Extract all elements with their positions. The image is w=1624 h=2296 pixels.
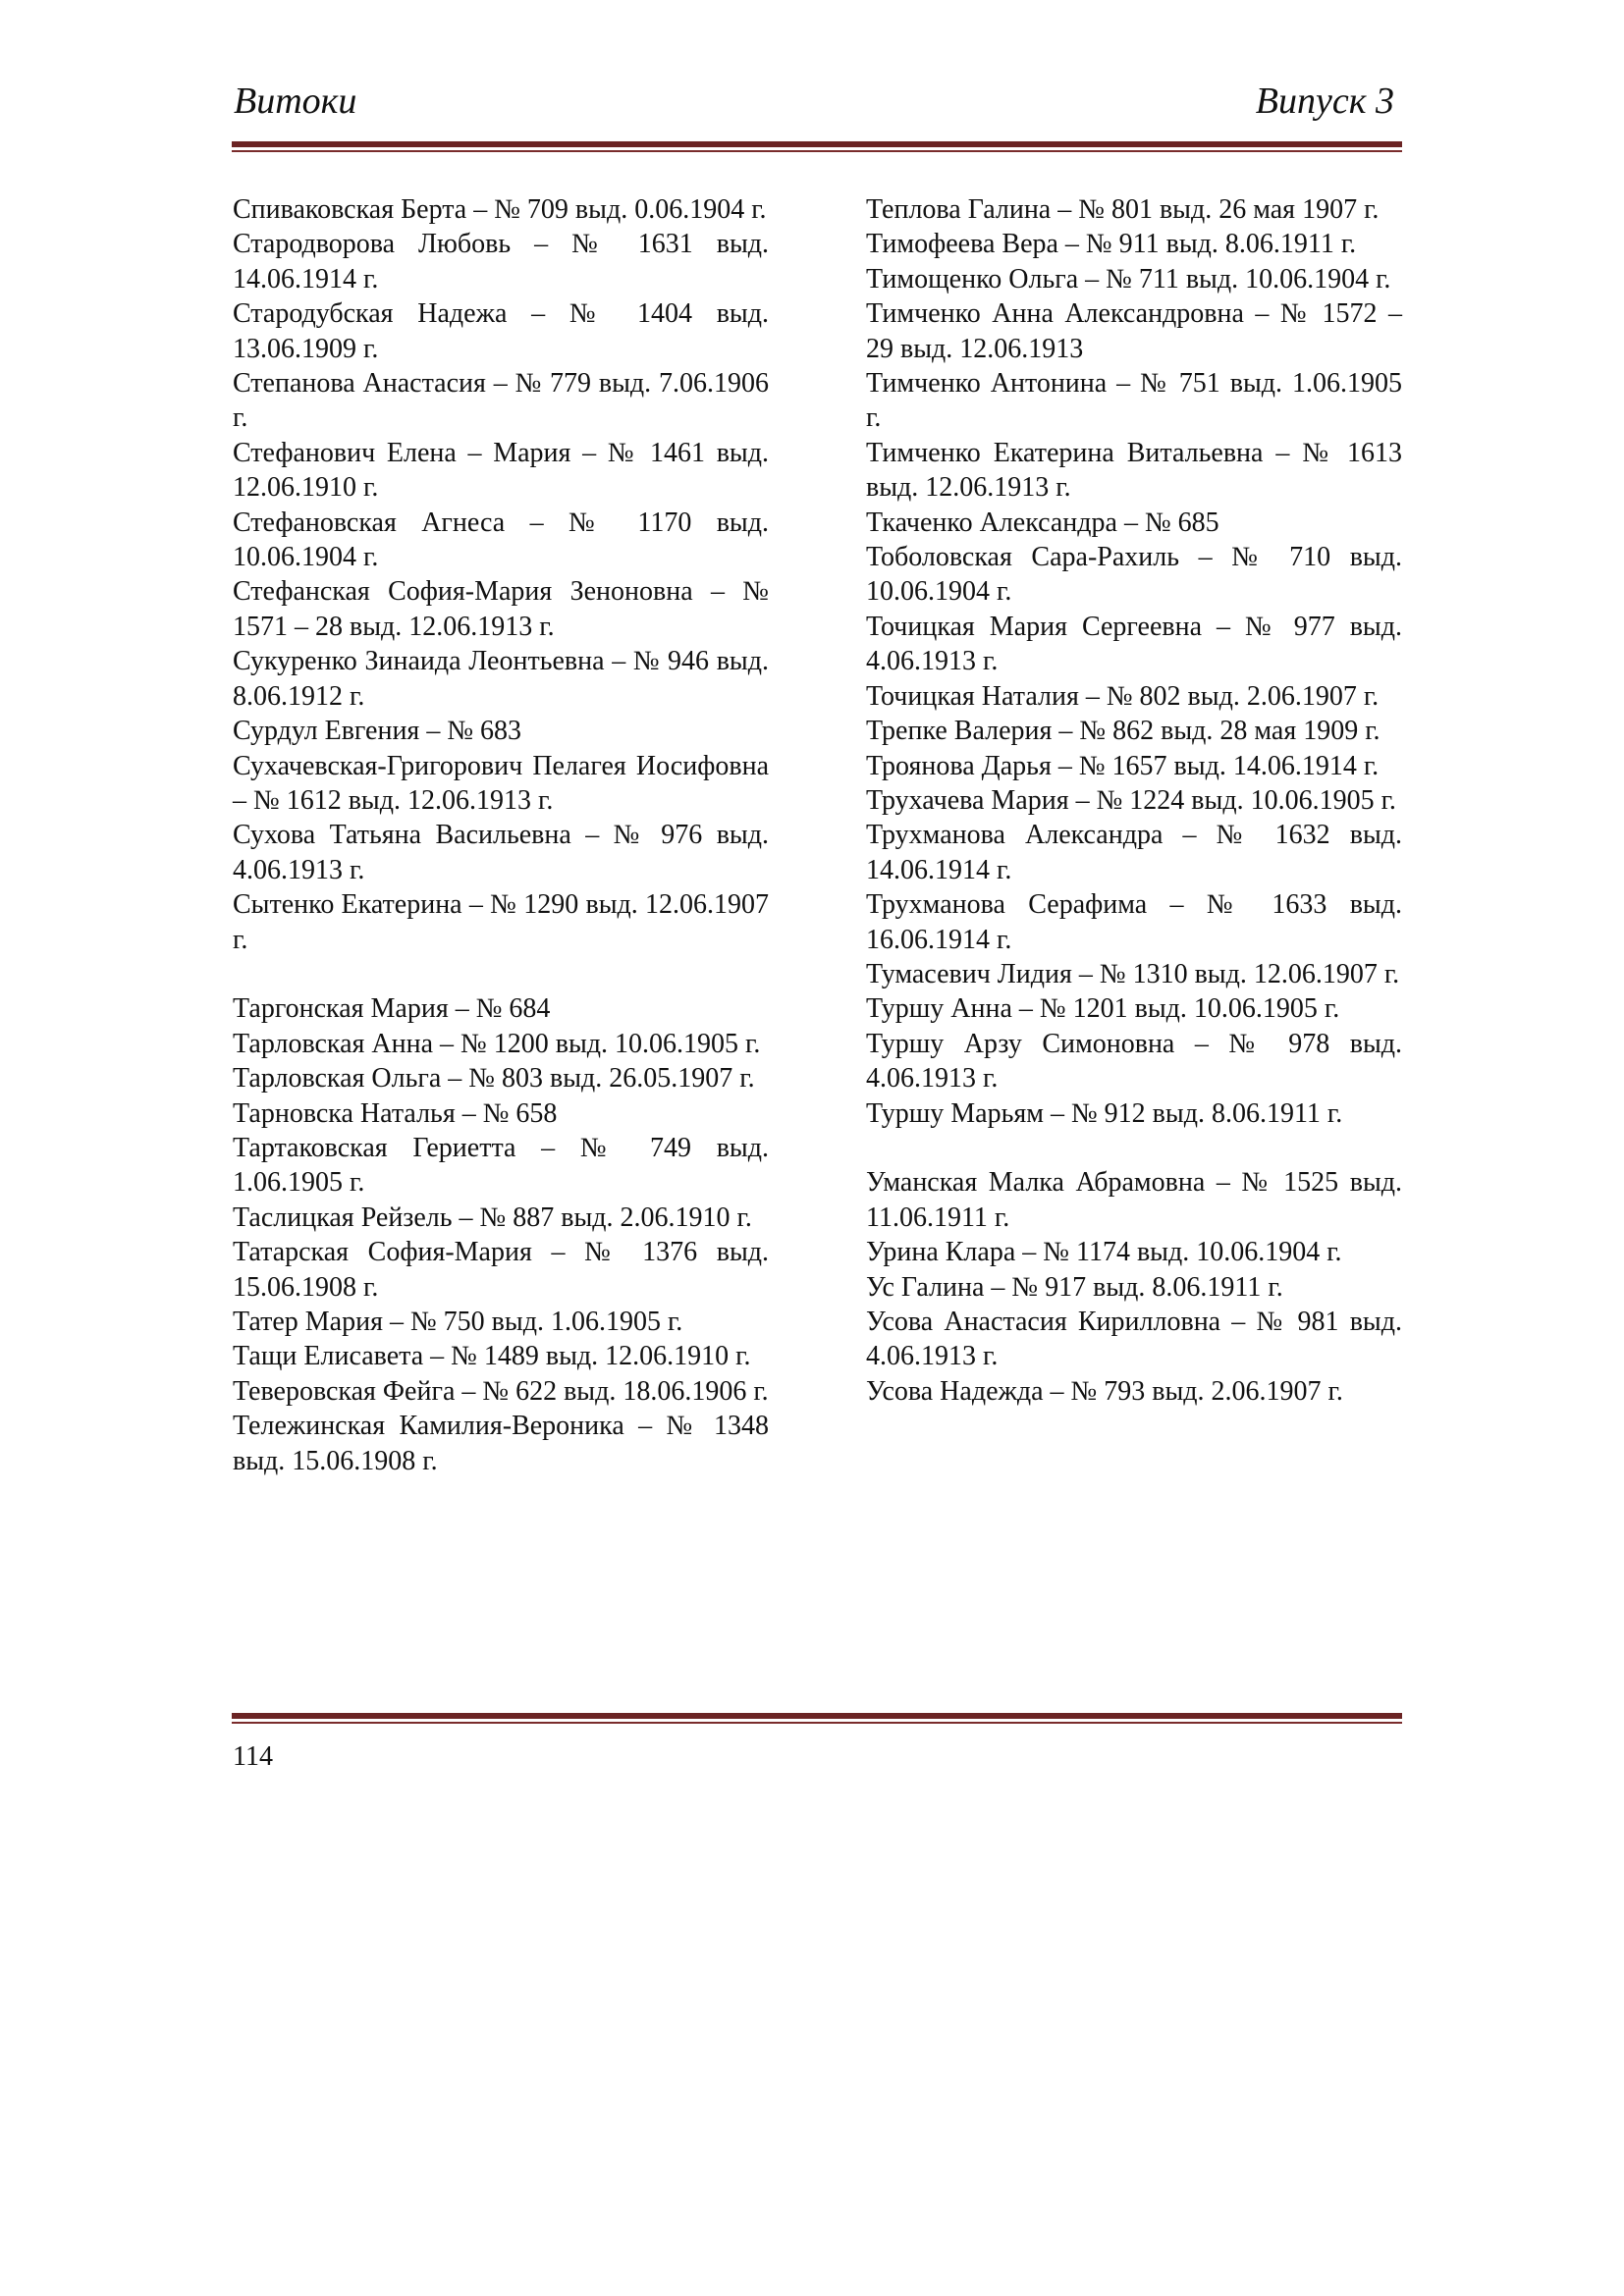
list-entry: Татер Мария – № 750 выд. 1.06.1905 г.	[233, 1306, 683, 1337]
list-entry: Троянова Дарья – № 1657 выд. 14.06.1914 г.	[866, 750, 1380, 781]
list-entry: Стефановская Агнеса – № 1170 выд. 10.06.1904 г.	[233, 507, 769, 573]
footer-rule	[232, 1713, 1402, 1725]
list-entry: Таслицкая Рейзель – № 887 выд. 2.06.1910 г.	[233, 1201, 752, 1233]
list-entry: Сукуренко Зинаида Леонтьевна – № 946 выд. 8.06.1912 г.	[233, 646, 769, 712]
footer-rule-thin-line	[232, 1722, 1402, 1724]
journal-title: Витоки	[234, 80, 357, 122]
issue-number: Випуск 3	[1255, 80, 1394, 122]
list-entry: Стародубская Надежа – № 1404 выд. 13.06.1909 г.	[233, 298, 769, 364]
running-header	[232, 77, 1400, 126]
section-gap	[233, 957, 769, 991]
list-entry: Тоболовская Сара-Рахиль – № 710 выд. 10.06.1904 г.	[866, 542, 1402, 608]
list-entry: Тарновска Наталья – № 658	[233, 1097, 558, 1129]
list-entry: Туршу Марьям – № 912 выд. 8.06.1911 г.	[866, 1097, 1343, 1129]
header-rule-thin-line	[232, 150, 1402, 152]
list-entry: Стародворова Любовь – № 1631 выд. 14.06.1914 г.	[233, 229, 769, 294]
list-entry: Трухачева Мария – № 1224 выд. 10.06.1905 г.	[866, 784, 1396, 816]
left-column	[233, 192, 769, 1478]
list-entry: Тимощенко Ольга – № 711 выд. 10.06.1904 г.	[866, 263, 1391, 294]
list-entry: Тимченко Антонина – № 751 выд. 1.06.1905 г.	[866, 368, 1402, 434]
list-entry: Тащи Елисавета – № 1489 выд. 12.06.1910 г.	[233, 1341, 751, 1372]
list-entry: Степанова Анастасия – № 779 выд. 7.06.1906 г.	[233, 368, 769, 434]
right-column	[866, 192, 1402, 1409]
footer-rule-thick-line	[232, 1713, 1402, 1719]
list-entry: Таргонская Мария – № 684	[233, 993, 551, 1025]
list-entry: Туршу Арзу Симоновна – № 978 выд. 4.06.1913 г.	[866, 1028, 1402, 1095]
list-entry: Стефанович Елена – Мария – № 1461 выд. 12.06.1910 г.	[233, 437, 769, 504]
list-entry: Сухачевская-Григорович Пелагея Иосифовна – № 1612 выд. 12.06.1913 г.	[233, 750, 769, 816]
list-entry: Тимченко Анна Александровна – № 1572 – 29 выд. 12.06.1913	[866, 298, 1402, 364]
list-entry: Тумасевич Лидия – № 1310 выд. 12.06.1907 г.	[866, 958, 1400, 989]
list-entry: Точицкая Мария Сергеевна – № 977 выд. 4.06.1913 г.	[866, 611, 1402, 677]
list-entry: Ткаченко Александра – № 685	[866, 507, 1219, 538]
list-entry: Трухманова Александра – № 1632 выд. 14.06.1914 г.	[866, 820, 1402, 885]
list-entry: Тартаковская Гериетта – № 749 выд. 1.06.1905 г.	[233, 1132, 769, 1199]
list-entry: Точицкая Наталия – № 802 выд. 2.06.1907 г.	[866, 680, 1380, 712]
list-entry: Сурдул Евгения – № 683	[233, 716, 522, 747]
list-entry: Туршу Анна – № 1201 выд. 10.06.1905 г.	[866, 993, 1340, 1025]
list-entry: Татарская София-Мария – № 1376 выд. 15.06.1908 г.	[233, 1237, 769, 1303]
page-number: 114	[233, 1741, 273, 1772]
list-entry: Тарловская Ольга – № 803 выд. 26.05.1907 г.	[233, 1063, 755, 1095]
list-entry: Тележинская Камилия-Вероника – № 1348 выд. 15.06.1908 г.	[233, 1411, 769, 1476]
list-entry: Стефанская София-Мария Зеноновна – № 1571 – 28 выд. 12.06.1913 г.	[233, 576, 769, 642]
list-entry: Сухова Татьяна Васильевна – № 976 выд. 4.06.1913 г.	[233, 820, 769, 885]
list-entry: Тимофеева Вера – № 911 выд. 8.06.1911 г.	[866, 229, 1357, 260]
header-rule	[232, 141, 1402, 153]
list-entry: Тарловская Анна – № 1200 выд. 10.06.1905 г.	[233, 1028, 761, 1059]
list-entry: Спиваковская Берта – № 709 выд. 0.06.1904 г.	[233, 194, 767, 225]
list-entry: Ус Галина – № 917 выд. 8.06.1911 г.	[866, 1271, 1283, 1303]
list-entry: Сытенко Екатерина – № 1290 выд. 12.06.1907 г.	[233, 889, 769, 955]
header-rule-thick-line	[232, 141, 1402, 147]
list-entry: Трухманова Серафима – № 1633 выд. 16.06.1914 г.	[866, 889, 1402, 955]
list-entry: Уманская Малка Абрамовна – № 1525 выд. 11.06.1911 г.	[866, 1167, 1402, 1233]
list-entry: Тимченко Екатерина Витальевна – № 1613 выд. 12.06.1913 г.	[866, 437, 1402, 504]
list-entry: Трепке Валерия – № 862 выд. 28 мая 1909 г.	[866, 716, 1380, 747]
section-gap	[866, 1131, 1402, 1165]
list-entry: Теплова Галина – № 801 выд. 26 мая 1907 г.	[866, 194, 1380, 225]
list-entry: Теверовская Фейга – № 622 выд. 18.06.1906 г.	[233, 1375, 769, 1407]
list-entry: Усова Надежда – № 793 выд. 2.06.1907 г.	[866, 1375, 1343, 1407]
list-entry: Усова Анастасия Кирилловна – № 981 выд. 4.06.1913 г.	[866, 1306, 1402, 1372]
list-entry: Урина Клара – № 1174 выд. 10.06.1904 г.	[866, 1237, 1342, 1268]
